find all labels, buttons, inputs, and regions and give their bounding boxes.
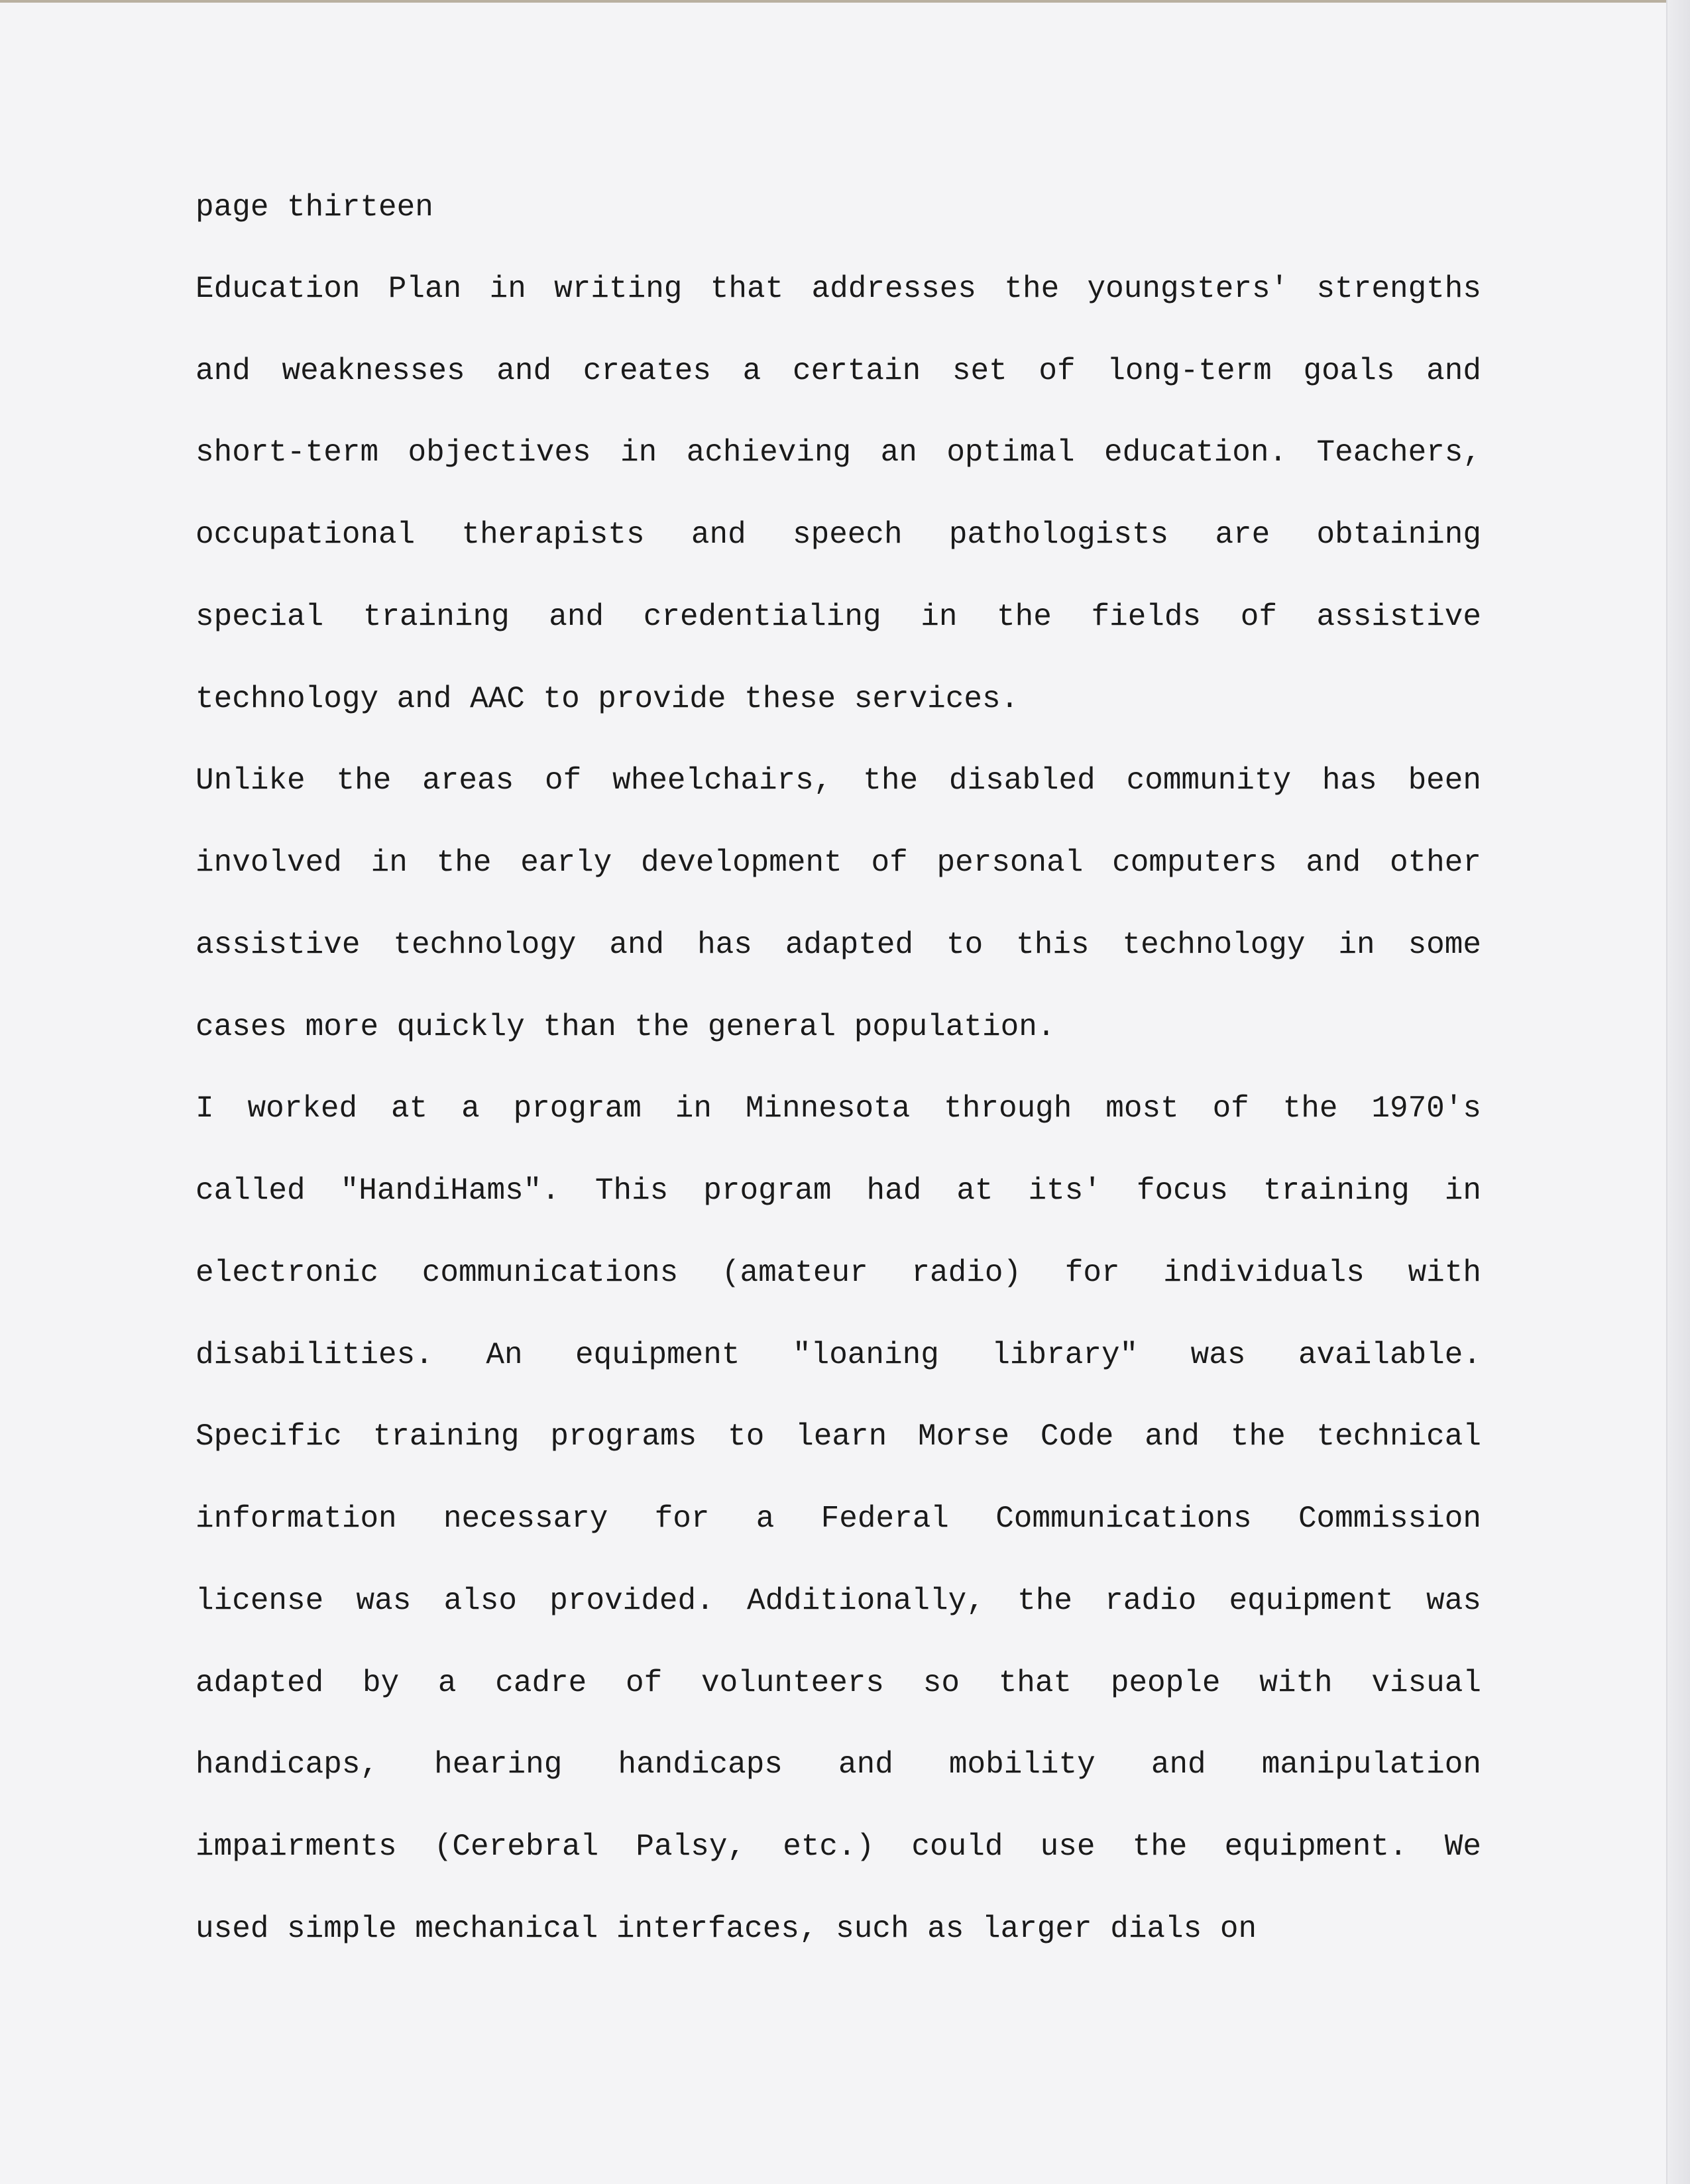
body-line: Unlike the areas of wheelchairs, the disabled community has been <box>196 763 1481 798</box>
body-line: I worked at a program in Minnesota through most of the 1970's <box>196 1091 1481 1126</box>
page-top-edge <box>0 0 1690 3</box>
body-line: electronic communications (amateur radio) for individuals with <box>196 1256 1481 1290</box>
body-line: assistive technology and has adapted to this technology in some <box>196 928 1481 962</box>
body-line: impairments (Cerebral Palsy, etc.) could use the equipment. We <box>196 1829 1481 1864</box>
body-line: license was also provided. Additionally, the radio equipment was <box>196 1584 1481 1618</box>
page-number-label: page thirteen <box>196 190 433 225</box>
body-line: used simple mechanical interfaces, such as larger dials on <box>196 1912 1257 1946</box>
body-line: adapted by a cadre of volunteers so that people with visual <box>196 1666 1481 1700</box>
body-line: information necessary for a Federal Communications Commission <box>196 1502 1481 1536</box>
body-line: special training and credentialing in the fields of assistive <box>196 600 1481 634</box>
body-line: handicaps, hearing handicaps and mobility and manipulation <box>196 1747 1481 1782</box>
body-line: short-term objectives in achieving an optimal education. Teachers, <box>196 435 1481 470</box>
body-line: Education Plan in writing that addresses the youngsters' strengths <box>196 272 1481 306</box>
body-line: technology and AAC to provide these services. <box>196 682 1019 716</box>
body-line: cases more quickly than the general population. <box>196 1010 1056 1044</box>
body-line: occupational therapists and speech pathologists are obtaining <box>196 518 1481 552</box>
page-right-edge <box>1666 0 1690 2184</box>
body-line: disabilities. An equipment "loaning library" was available. <box>196 1338 1481 1372</box>
body-line: and weaknesses and creates a certain set of long-term goals and <box>196 354 1481 388</box>
body-line: Specific training programs to learn Morse Code and the technical <box>196 1419 1481 1454</box>
body-line: involved in the early development of personal computers and other <box>196 846 1481 880</box>
body-line: called "HandiHams". This program had at its' focus training in <box>196 1174 1481 1208</box>
